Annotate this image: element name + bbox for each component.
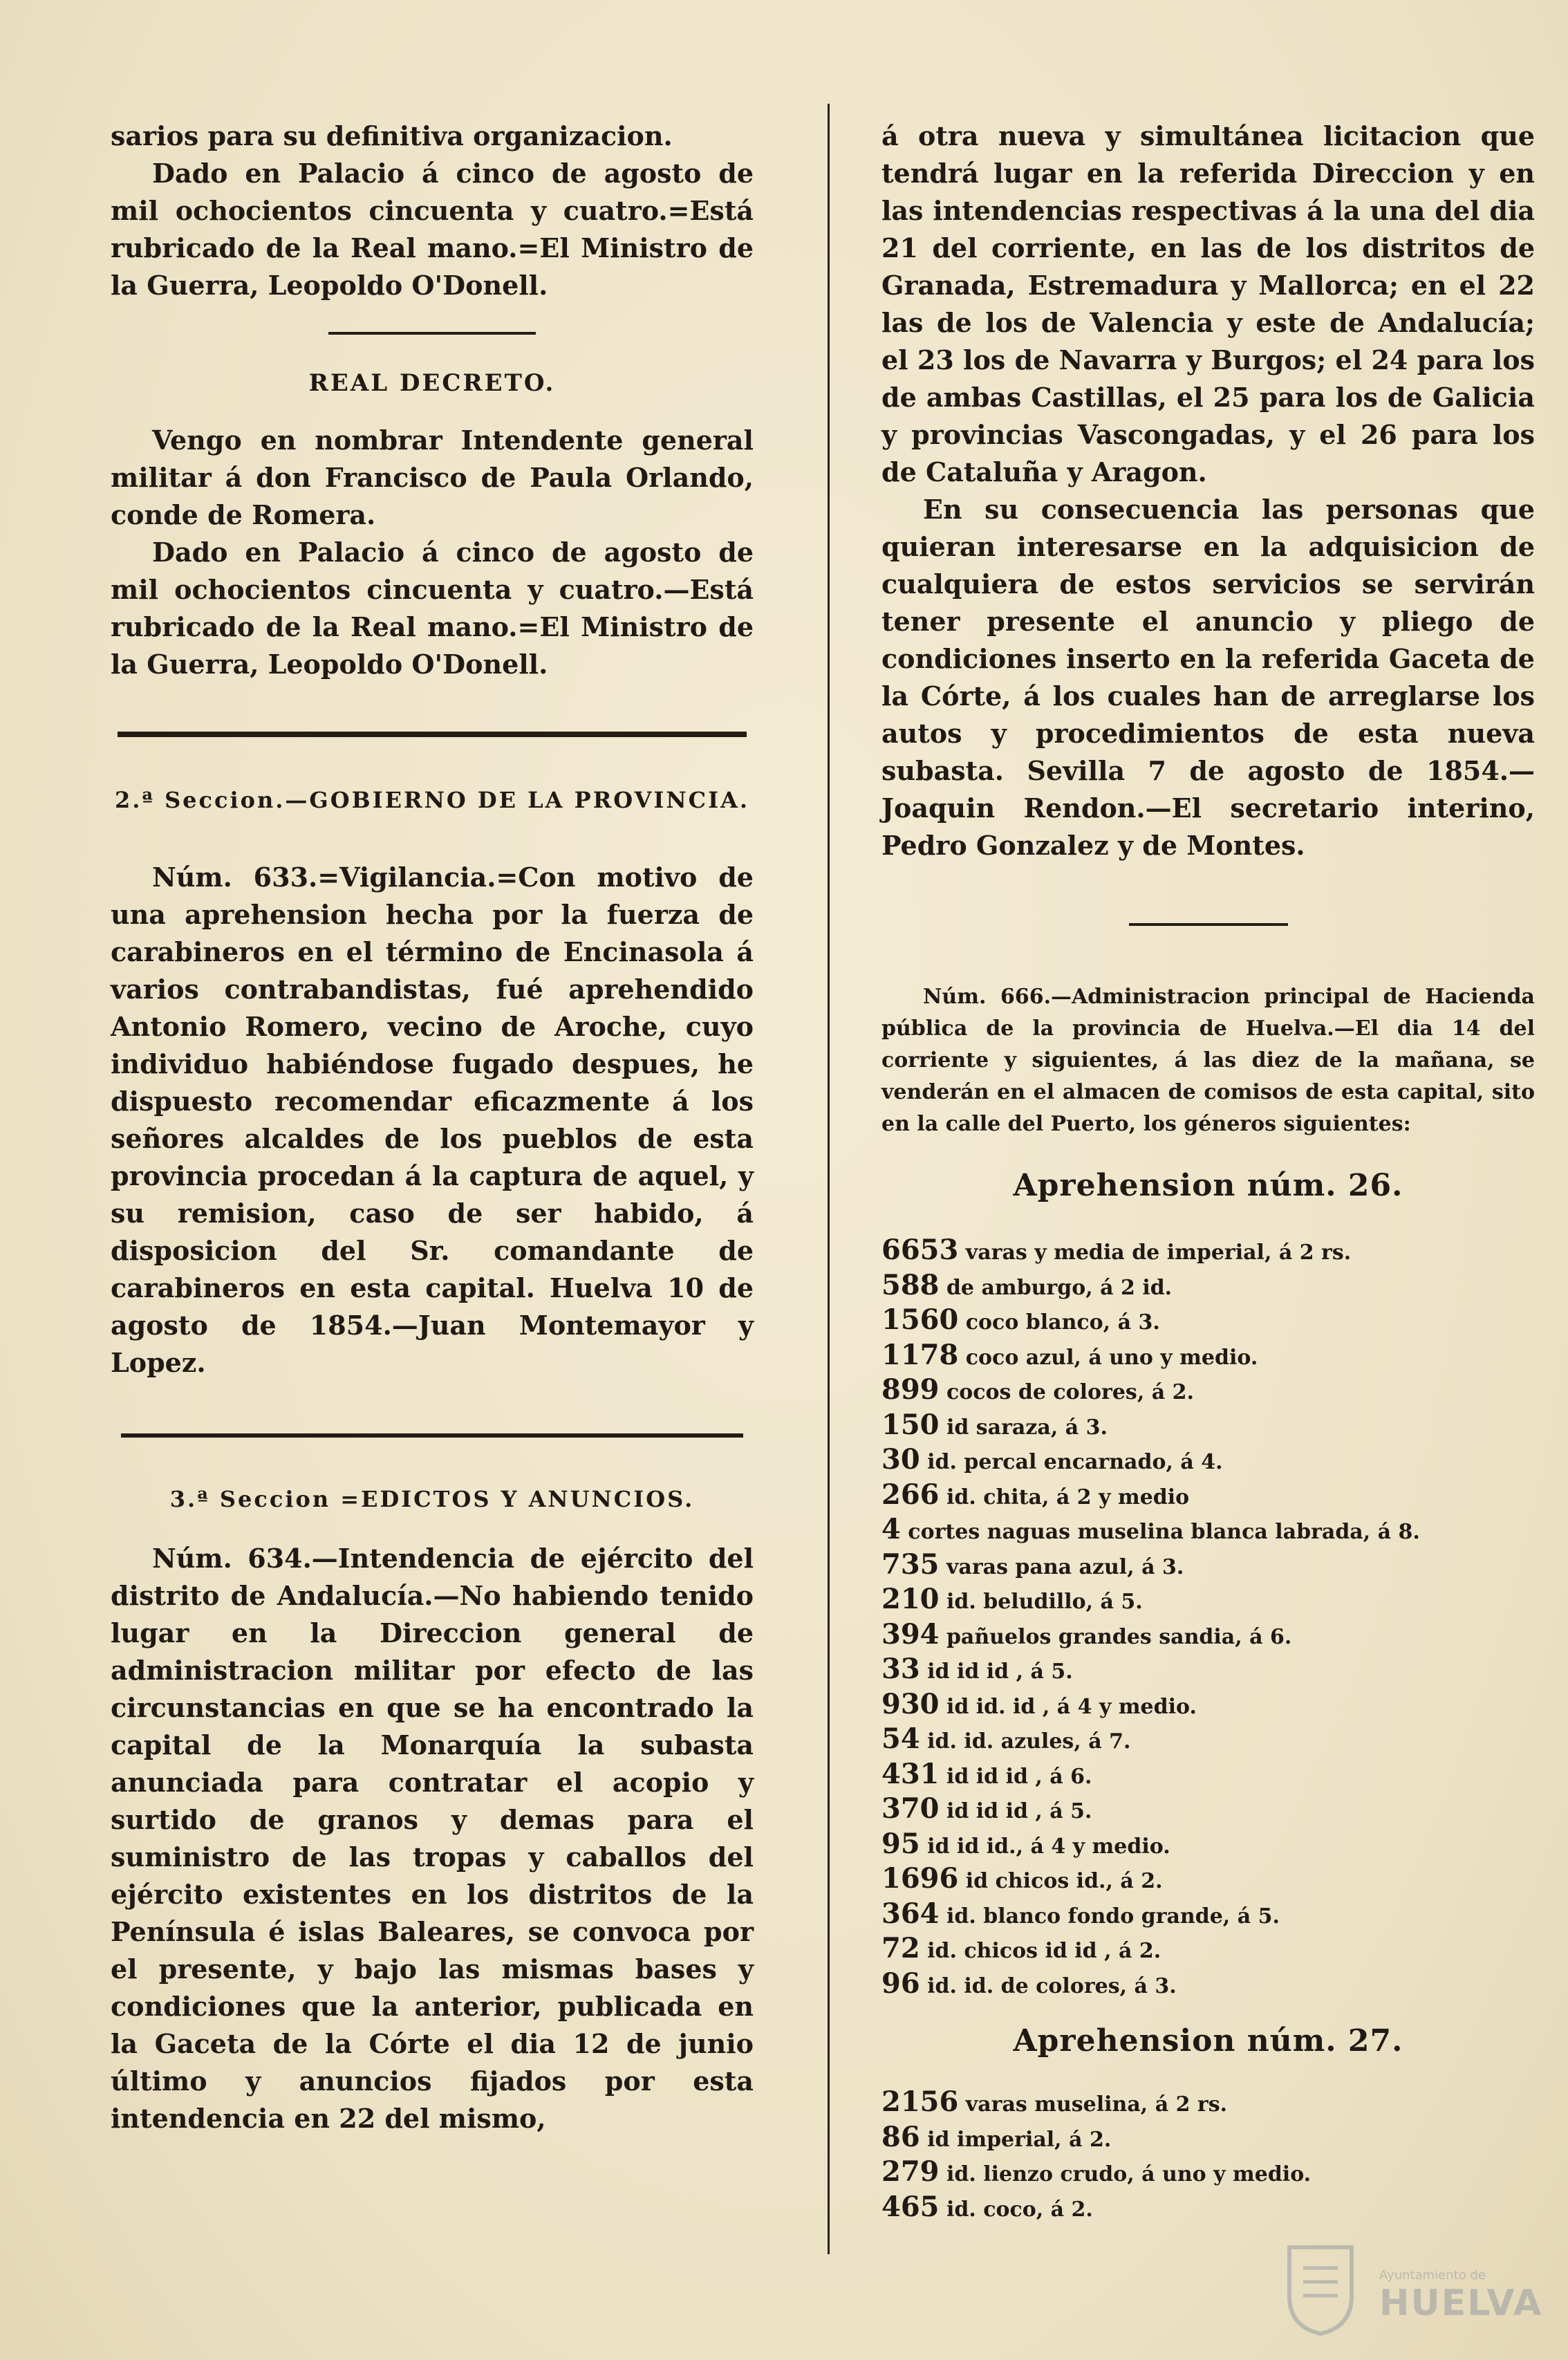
item-quantity: 54 xyxy=(881,1722,920,1755)
list-item xyxy=(881,1583,1535,1619)
list-item xyxy=(881,1514,1535,1549)
list-item xyxy=(881,1689,1535,1724)
aprehension-26-heading: Aprehension núm. 26. xyxy=(1013,1168,1403,1203)
huelva-watermark-logo xyxy=(1282,2240,1543,2344)
item-description: varas y media de imperial, á 2 rs. xyxy=(965,1241,1352,1265)
item-quantity: 930 xyxy=(881,1687,940,1720)
list-item xyxy=(881,1304,1535,1339)
section-heading-gobierno: 2.ª Seccion.—GOBIERNO DE LA PROVINCIA. xyxy=(114,787,750,813)
item-description: coco azul, á uno y medio. xyxy=(965,1345,1258,1370)
right-column xyxy=(881,118,1535,2226)
list-item xyxy=(881,1898,1535,1933)
item-description: coco blanco, á 3. xyxy=(965,1310,1160,1335)
item-quantity: 1178 xyxy=(881,1338,959,1371)
item-quantity: 6653 xyxy=(881,1234,959,1266)
left-paragraph-2: Dado en Palacio á cinco de agosto de mil ochocientos cincuenta y cuatro.=Está rubricado de la Real mano.=El Ministro de la Guerra, Leopoldo O'Donell. xyxy=(111,158,754,301)
right-paragraph-3: Núm. 666.—Administracion principal de Hacienda pública de la provincia de Huelva.—El dia 14 del corriente y siguientes, á las diez de la mañana, se venderán en el almacen de comisos de esta capital, sito en la calle del Puerto, los géneros siguientes: xyxy=(881,985,1535,1136)
item-quantity: 4 xyxy=(881,1513,901,1545)
separator-rule xyxy=(121,1433,743,1438)
item-quantity: 210 xyxy=(881,1583,940,1615)
list-item xyxy=(881,1723,1535,1758)
item-quantity: 96 xyxy=(881,1967,920,2000)
list-item xyxy=(881,1479,1535,1514)
list-item xyxy=(881,1444,1535,1479)
aprehension-27-heading: Aprehension núm. 27. xyxy=(1013,2023,1403,2059)
list-item xyxy=(881,2191,1535,2227)
item-quantity: 364 xyxy=(881,1897,940,1930)
list-item xyxy=(881,1549,1535,1584)
list-item xyxy=(881,1828,1535,1864)
city-shield-icon xyxy=(1282,2240,1359,2337)
column-divider xyxy=(828,104,830,2254)
list-item xyxy=(881,2156,1535,2191)
left-column xyxy=(111,118,754,2137)
item-quantity: 150 xyxy=(881,1408,940,1441)
item-quantity: 370 xyxy=(881,1792,940,1825)
item-quantity: 431 xyxy=(881,1757,940,1790)
list-item xyxy=(881,1933,1535,1968)
item-quantity: 86 xyxy=(881,2120,920,2153)
right-paragraph-1: á otra nueva y simultánea licitacion que tendrá lugar en la referida Direccion y en las intendencias respectivas á la una del dia 21 del corriente, en las de los distritos de Granada, Estremadura y Mallorca; en el 22 las de los de Valencia y este de Andalucía; el 23 los de Navarra y Burgos; el 24 para los de ambas Castillas, el 25 para los de Galicia y provincias Vascongadas, y el 26 para los de Cataluña y Aragon. xyxy=(881,120,1535,487)
aprehension-26-list xyxy=(881,1234,1535,2003)
item-quantity: 95 xyxy=(881,1827,920,1860)
item-quantity: 465 xyxy=(881,2190,940,2223)
separator-rule xyxy=(328,332,536,335)
item-description: id. chita, á 2 y medio xyxy=(946,1485,1190,1509)
item-quantity: 1560 xyxy=(881,1303,959,1336)
list-item xyxy=(881,1863,1535,1898)
left-paragraph-5: Núm. 633.=Vigilancia.=Con motivo de una aprehension hecha por la fuerza de carabineros en el término de Encinasola á varios contrabandistas, fué aprehendido Antonio Romero, vecino de Aroche, cuyo individuo habiéndose fugado despues, he dispuesto recomendar eficazmente á los señores alcaldes de los pueblos de esta provincia procedan á la captura de aquel, y su remision, caso de ser habido, á disposicion del Sr. comandante de carabineros en esta capital. Huelva 10 de agosto de 1854.—Juan Montemayor y Lopez. xyxy=(111,862,754,1378)
item-description: varas pana azul, á 3. xyxy=(946,1554,1184,1579)
separator-rule xyxy=(118,732,747,737)
list-item xyxy=(881,2121,1535,2157)
item-description: id chicos id., á 2. xyxy=(965,1869,1163,1893)
separator-rule xyxy=(1129,923,1288,926)
item-quantity: 2156 xyxy=(881,2085,959,2118)
item-description: id. percal encarnado, á 4. xyxy=(927,1450,1223,1474)
list-item xyxy=(881,1653,1535,1689)
left-paragraph-6: Núm. 634.—Intendencia de ejército del distrito de Andalucía.—No habiendo tenido lugar en la Direccion general de administracion militar por efecto de las circunstancias en que se ha encontrado la capital de la Monarquía la subasta anunciada para contratar el acopio y surtido de granos y demas para el suministro de las tropas y caballos del ejército existentes en los distritos de la Península é islas Baleares, se convoca por el presente, y bajo las mismas bases y condiciones que la anterior, publicada en la Gaceta de la Córte el dia 12 de junio último y anuncios fijados por esta intendencia en 22 del mismo, xyxy=(111,1543,754,2134)
item-description: pañuelos grandes sandia, á 6. xyxy=(946,1624,1292,1649)
item-quantity: 899 xyxy=(881,1373,940,1406)
item-description: id id id., á 4 y medio. xyxy=(927,1834,1170,1859)
item-quantity: 394 xyxy=(881,1617,940,1651)
item-description: varas muselina, á 2 rs. xyxy=(965,2092,1228,2117)
item-quantity: 1696 xyxy=(881,1862,959,1895)
section-heading-edictos: 3.ª Seccion =EDICTOS Y ANUNCIOS. xyxy=(169,1486,695,1512)
item-quantity: 72 xyxy=(881,1932,920,1964)
watermark-text xyxy=(1379,2268,1542,2324)
item-description: id id id , á 6. xyxy=(946,1764,1092,1789)
list-item xyxy=(881,2086,1535,2121)
item-quantity: 30 xyxy=(881,1443,920,1476)
item-quantity: 735 xyxy=(881,1548,940,1581)
item-description: id imperial, á 2. xyxy=(927,2127,1112,2152)
item-quantity: 279 xyxy=(881,2155,940,2188)
item-description: id id id , á 5. xyxy=(927,1660,1073,1684)
item-description: id. id. de colores, á 3. xyxy=(927,1973,1177,1998)
left-paragraph-3: Vengo en nombrar Intendente general militar á don Francisco de Paula Orlando, conde de Romera. xyxy=(111,425,754,530)
list-item xyxy=(881,1270,1535,1305)
item-description: de amburgo, á 2 id. xyxy=(946,1275,1173,1300)
list-item xyxy=(881,1234,1535,1270)
item-quantity: 588 xyxy=(881,1268,940,1301)
right-paragraph-2: En su consecuencia las personas que quieran interesarse en la adquisicion de cualquiera de estos servicios se servirán tener presente el anuncio y pliego de condiciones inserto en la referida Gaceta de la Córte, á los cuales han de arreglarse los autos y procedimientos de esta nueva subasta. Sevilla 7 de agosto de 1854.—Joaquin Rendon.—El secretario interino, Pedro Gonzalez y de Montes. xyxy=(881,494,1535,861)
list-item xyxy=(881,1339,1535,1375)
watermark-line-1: Ayuntamiento de xyxy=(1379,2268,1486,2283)
item-description: cocos de colores, á 2. xyxy=(946,1380,1194,1404)
item-description: id. beludillo, á 5. xyxy=(946,1590,1143,1614)
list-item xyxy=(881,1409,1535,1444)
item-quantity: 33 xyxy=(881,1653,920,1685)
item-description: id id id , á 5. xyxy=(946,1799,1092,1823)
list-item xyxy=(881,1619,1535,1654)
item-description: id saraza, á 3. xyxy=(946,1415,1108,1440)
section-heading-real-decreto: REAL DECRETO. xyxy=(308,369,556,397)
list-item xyxy=(881,1968,1535,2003)
item-description: id. chicos id id , á 2. xyxy=(927,1939,1161,1963)
list-item xyxy=(881,1374,1535,1409)
item-description: id id. id , á 4 y medio. xyxy=(946,1694,1197,1719)
item-description: id. id. azules, á 7. xyxy=(927,1729,1131,1754)
left-paragraph-4: Dado en Palacio á cinco de agosto de mil ochocientos cincuenta y cuatro.—Está rubricado de la Real mano.=El Ministro de la Guerra, Leopoldo O'Donell. xyxy=(111,537,754,680)
item-description: id. coco, á 2. xyxy=(946,2197,1093,2222)
item-description: id. lienzo crudo, á uno y medio. xyxy=(946,2162,1312,2186)
left-paragraph-1: sarios para su definitiva organizacion. xyxy=(111,120,673,151)
item-description: cortes naguas muselina blanca labrada, á 8. xyxy=(908,1520,1420,1544)
list-item xyxy=(881,1793,1535,1828)
watermark-line-2: HUELVA xyxy=(1379,2283,1543,2324)
list-item xyxy=(881,1758,1535,1794)
item-description: id. blanco fondo grande, á 5. xyxy=(946,1904,1280,1929)
item-quantity: 266 xyxy=(881,1478,940,1511)
aprehension-27-list xyxy=(881,2086,1535,2226)
